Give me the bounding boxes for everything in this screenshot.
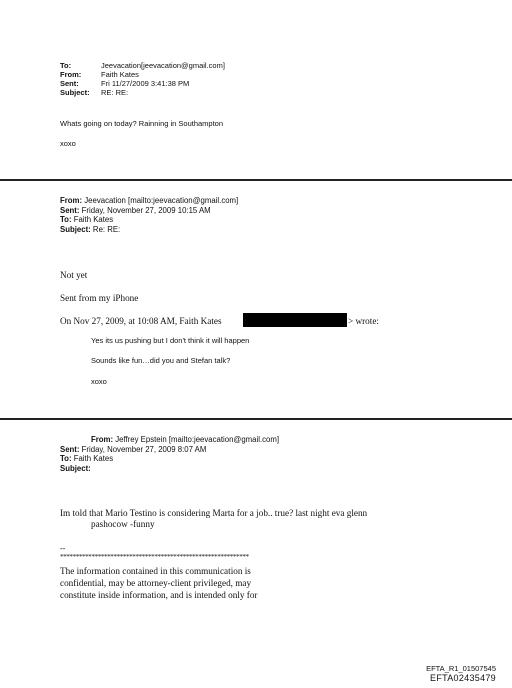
divider-2 (0, 418, 512, 420)
subject-label: Subject: (60, 463, 91, 473)
sent-label: Sent: (60, 444, 80, 454)
subject-label: Subject: (60, 88, 90, 97)
sent-label: Sent: (60, 79, 79, 88)
from-value: Jeffrey Epstein [mailto:jeevacation@gmail.com] (113, 435, 280, 444)
from-value: Jeevacation [mailto:jeevacation@gmail.com] (82, 196, 239, 205)
disclaimer-line-3: constitute inside information, and is intended only for (60, 590, 258, 600)
sent-value: Friday, November 27, 2009 8:07 AM (79, 444, 207, 454)
quoted-line-1: Yes its us pushing but I don't think it will happen (91, 336, 250, 345)
divider-1 (0, 179, 512, 181)
to-label: To: (60, 61, 72, 70)
to-value: Faith Kates (71, 454, 114, 463)
signature-dash: -- (60, 544, 66, 553)
sent-row (60, 206, 238, 216)
quote-attribution-suffix: > wrote: (348, 316, 379, 326)
sent-label: Sent: (60, 205, 80, 215)
quoted-line-3: xoxo (91, 377, 107, 386)
quote-attribution: On Nov 27, 2009, at 10:08 AM, Faith Kates (60, 316, 222, 326)
footer-id-2: EFTA02435479 (430, 673, 496, 683)
from-label: From: (60, 196, 83, 205)
disclaimer-line-1: The information contained in this communication is (60, 566, 251, 576)
message-2-header (60, 196, 238, 234)
to-label: To: (60, 215, 72, 224)
message-3-header (60, 435, 279, 473)
to-value: Jeevacation[jeevacation@gmail.com] (101, 61, 225, 70)
footer-id-1: EFTA_R1_01507545 (426, 664, 496, 673)
from-row (60, 196, 238, 206)
message-3-body-line-2: pashocow -funny (91, 519, 155, 529)
from-value: Faith Kates (101, 70, 139, 79)
to-label: To: (60, 454, 72, 463)
sent-row (60, 445, 279, 455)
sent-value: Friday, November 27, 2009 10:15 AM (79, 205, 211, 215)
message-2-line-1: Not yet (60, 270, 88, 280)
message-2-line-2: Sent from my iPhone (60, 293, 139, 303)
from-label: From: (60, 70, 82, 79)
message-1-body: Whats going on today? Rainning in Southampton (60, 119, 224, 128)
asterisk-separator: ************************************************************ (60, 553, 249, 561)
message-3-body-line-1: Im told that Mario Testino is considering Marta for a job.. true? last night eva glenn (60, 508, 368, 518)
sent-value: Fri 11/27/2009 3:41:38 PM (101, 79, 190, 88)
redaction-box (243, 313, 347, 327)
subject-value: RE: RE: (101, 88, 129, 97)
to-value: Faith Kates (71, 215, 114, 224)
quoted-line-2: Sounds like fun…did you and Stefan talk? (91, 356, 231, 365)
subject-value: Re: RE: (90, 224, 121, 234)
disclaimer-line-2: confidential, may be attorney-client privileged, may (60, 578, 252, 588)
subject-row (60, 464, 279, 474)
from-row (60, 435, 279, 445)
subject-row (60, 225, 238, 235)
to-row (60, 454, 279, 464)
to-row (60, 215, 238, 225)
from-label: From: (91, 435, 114, 444)
message-1-signoff: xoxo (60, 139, 76, 148)
subject-label: Subject: (60, 224, 91, 234)
